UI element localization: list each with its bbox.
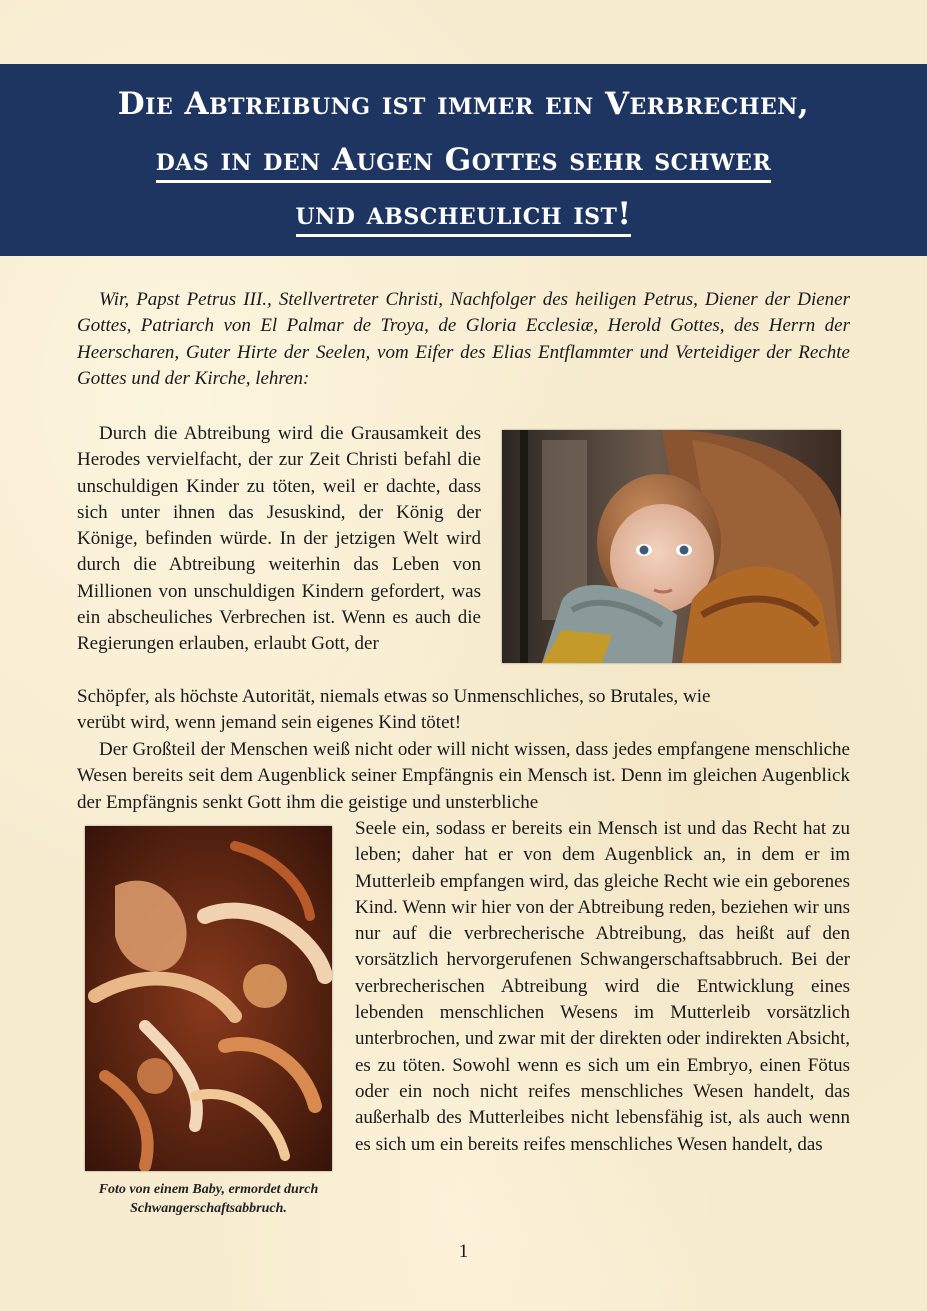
aborted-baby-photo (85, 826, 332, 1171)
title-line-2: das in den Augen Gottes sehr schwer (0, 142, 927, 178)
paragraph-1-continued: Schöpfer, als höchste Autorität, niemals etwas so Unmenschliches, so Brutales, wie (77, 686, 711, 707)
photo-caption: Foto von einem Baby, ermordet durch Schwangerschaftsabbruch. (98, 1182, 319, 1216)
mother-baby-photo (502, 430, 841, 663)
paragraph-1-end: verübt wird, wenn jemand sein eigenes Kind tötet! (77, 712, 462, 733)
paragraph-2-wrapped: Seele ein, sodass er bereits ein Mensch ist und das Recht hat zu leben; daher hat er von dem Augenblick an, in dem er im Mutterleib empfangen wird, das gleiche Recht wie ein geborenes Kind. Wenn wir hier von der Abtreibung reden, beziehen wir uns nur auf die verbrecherische Abtreibung, das heißt auf den vorsätzlich hervorgerufenen Schwangerschaftsabbruch. Bei der verbrecherischen Abtreibung wird die Entwicklung eines lebenden menschlichen Wesens im Mutterleib vorsätzlich unterbrochen, und zwar mit der direkten oder indirekten Absicht, es zu töten. Sowohl wenn es sich um ein Embryo, einen Fötus oder ein noch nicht reifes menschliches Wesen handelt, das außerhalb des Mutterleibes nicht lebensfähig ist, als auch wenn es sich um ein bereits reifes menschliches Wesen handelt, das (355, 818, 850, 1155)
title-banner (0, 64, 927, 256)
page-number: 1 (458, 1241, 469, 1262)
paragraph-2-start: Der Großteil der Menschen weiß nicht oder will nicht wissen, dass jedes empfangene menschliche Wesen bereits seit dem Augenblick seiner Empfängnis ein Mensch ist. Denn im gleichen Augenblick der Empfängnis senkt Gott ihm die geistige und unsterbliche (77, 739, 850, 813)
paragraph-1-wrapped: Durch die Abtreibung wird die Grausamkeit des Herodes vervielfacht, der zur Zeit Christi befahl die unschuldigen Kinder zu töten, weil er dachte, dass sich unter ihnen das Jesuskind, der König der Könige, befinden würde. In der jetzigen Welt wird durch die Abtreibung weiterhin das Leben von Millionen von unschuldigen Kindern gefordert, was ein abscheuliches Verbrechen ist. Wenn es auch die Regierungen erlauben, erlaubt Gott, der (77, 423, 481, 655)
title-line-1: Die Abtreibung ist immer ein Verbrechen, (117, 86, 810, 122)
title-line-3: und abscheulich ist! (0, 196, 927, 232)
intro-paragraph: Wir, Papst Petrus III., Stellvertreter Christi, Nachfolger des heiligen Petrus, Diener der Diener Gottes, Patriarch von El Palmar de Troya, de Gloria Ecclesiæ, Herold Gottes, des Herrn der Heerscharen, Guter Hirte der Seelen, vom Eifer des Elias Entflammter und Verteidiger der Rechte Gottes und der Kirche, lehren: (77, 289, 850, 389)
